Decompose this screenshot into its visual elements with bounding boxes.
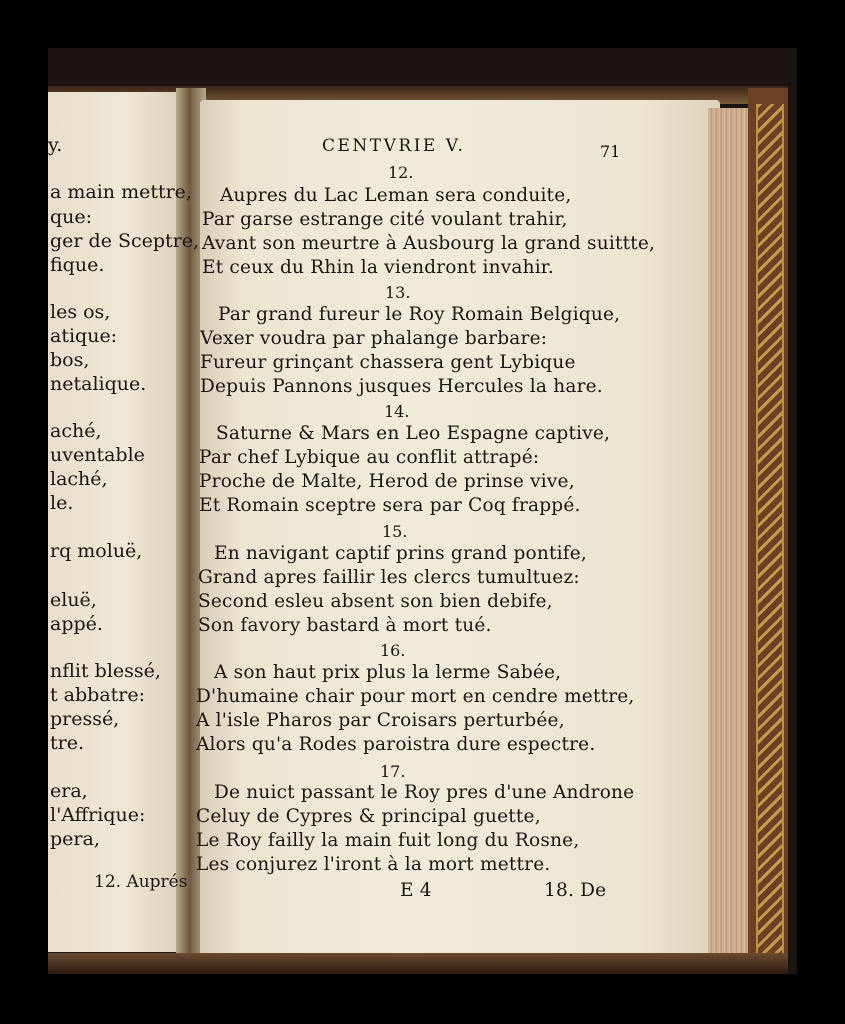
- verse-line: Et Romain sceptre sera par Coq frappé.: [199, 495, 581, 516]
- signature-mark: E 4: [400, 880, 432, 901]
- left-line: y.: [48, 134, 63, 156]
- verse-line: Aupres du Lac Leman sera conduite,: [220, 185, 572, 206]
- verse-line: A son haut prix plus la lerme Sabée,: [214, 662, 562, 683]
- verse-line: Second esleu absent son bien debife,: [198, 591, 553, 612]
- verse-line: Par grand fureur le Roy Romain Belgique,: [218, 304, 621, 325]
- verse-line: Celuy de Cypres & principal guette,: [196, 806, 541, 827]
- verse-line: Fureur grinçant chassera gent Lybique: [200, 352, 576, 373]
- verse-line: Depuis Pannons jusques Hercules la hare.: [200, 376, 603, 397]
- left-line: atique:: [50, 325, 118, 347]
- verse-line: Son favory bastard à mort tué.: [198, 615, 492, 636]
- quatrain-number: 17.: [380, 762, 406, 781]
- left-line: fique.: [50, 254, 105, 276]
- left-line: les os,: [50, 301, 111, 323]
- right-catchword: 18. De: [544, 880, 607, 901]
- left-line: eluë,: [50, 589, 97, 611]
- left-line: a main mettre,: [50, 181, 192, 203]
- left-line: netalique.: [50, 373, 147, 395]
- verse-line: Le Roy failly la main fuit long du Rosne,: [196, 830, 580, 851]
- gilt-tooling-decoration: [756, 104, 784, 954]
- verse-line: De nuict passant le Roy pres d'une Androne: [214, 782, 635, 803]
- verse-line: Avant son meurtre à Ausbourg la grand suittte,: [202, 233, 656, 254]
- verse-line: Alors qu'a Rodes paroistra dure espectre.: [196, 734, 596, 755]
- verse-line: En navigant captif prins grand pontife,: [214, 543, 587, 564]
- left-line: que:: [50, 206, 93, 228]
- verse-line: Proche de Malte, Herod de prinse vive,: [199, 471, 575, 492]
- left-line: le.: [50, 492, 74, 514]
- left-line: pressé,: [50, 708, 120, 730]
- left-line: nflit blessé,: [50, 660, 161, 682]
- left-line: l'Affrique:: [50, 804, 146, 826]
- left-catchword: 12. Auprés: [94, 872, 188, 892]
- left-line: laché,: [50, 468, 108, 490]
- left-line: t abbatre:: [50, 684, 146, 706]
- left-line: rq moluë,: [50, 540, 143, 562]
- running-header: CENTVRIE V.: [322, 136, 466, 156]
- verse-line: A l'isle Pharos par Croisars perturbée,: [196, 710, 565, 731]
- verse-line: Saturne & Mars en Leo Espagne captive,: [216, 423, 611, 444]
- left-line: uventable: [50, 444, 145, 466]
- page-number: 71: [600, 142, 621, 161]
- left-line: appé.: [50, 613, 103, 635]
- verse-line: Vexer voudra par phalange barbare:: [200, 328, 548, 349]
- left-line: aché,: [50, 420, 102, 442]
- quatrain-number: 14.: [384, 402, 410, 421]
- verse-line: Par garse estrange cité voulant trahir,: [202, 209, 568, 230]
- verse-line: Par chef Lybique au conflit attrapé:: [199, 447, 540, 468]
- verse-line: Grand apres faillir les clercs tumultuez:: [198, 567, 580, 588]
- verse-line: Et ceux du Rhin la viendront invahir.: [202, 257, 554, 278]
- quatrain-number: 12.: [388, 163, 414, 182]
- left-line: pera,: [50, 828, 100, 850]
- quatrain-number: 16.: [380, 641, 406, 660]
- left-line: bos,: [50, 349, 90, 371]
- verse-line: D'humaine chair pour mort en cendre mettre,: [196, 686, 635, 707]
- left-line: era,: [50, 780, 88, 802]
- verse-line: Les conjurez l'iront à la mort mettre.: [196, 854, 551, 875]
- quatrain-number: 15.: [382, 522, 408, 541]
- quatrain-number: 13.: [385, 283, 411, 302]
- book-bottom-edge: [48, 953, 788, 974]
- left-line: ger de Sceptre,: [50, 230, 200, 252]
- left-line: tre.: [50, 732, 85, 754]
- page-edges: [708, 108, 748, 958]
